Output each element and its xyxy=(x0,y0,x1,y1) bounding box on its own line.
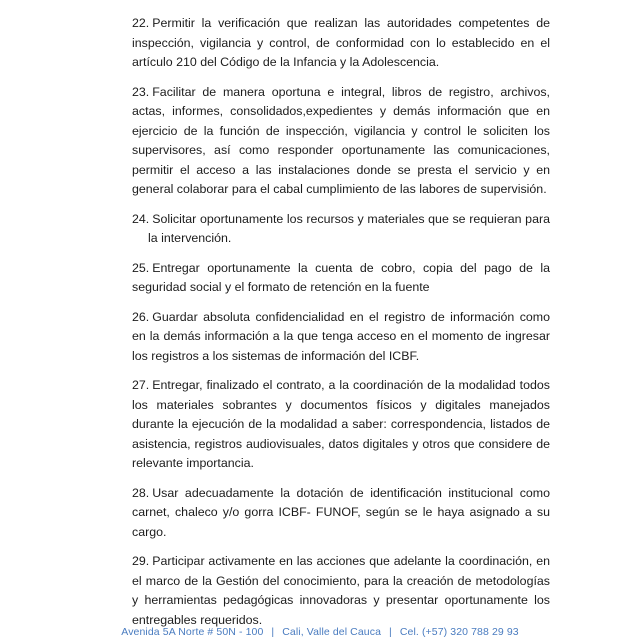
item-number: 25. xyxy=(132,260,150,275)
list-item-26 xyxy=(132,308,550,367)
item-number: 24. xyxy=(132,211,150,226)
item-number: 28. xyxy=(132,485,150,500)
item-number: 22. xyxy=(132,16,150,30)
page-footer xyxy=(0,626,640,638)
list-item-28 xyxy=(132,484,550,543)
footer-separator: | xyxy=(271,626,275,638)
item-text: Solicitar oportunamente los recursos y materiales que se requieran para la intervención. xyxy=(148,211,550,245)
item-text: Facilitar de manera oportuna e integral, libros de registro, archivos, actas, informes, consolidados,expedientes y demás información que en ejercicio de la función de inspección, vigilancia y control le soliciten los supervisores, así como responder oportunamente las comunicaciones, permitir el acceso a las instalaciones donde se presta el servicio y en general colaborar para el cabal cumplimiento de las labores de supervisión. xyxy=(132,84,550,196)
item-text: Permitir la verificación que realizan las autoridades competentes de inspección, vigilancia y control, de conformidad con lo establecido en el artículo 210 del Código de la Infancia y la Adolescencia. xyxy=(132,16,550,69)
list-item-22 xyxy=(132,14,550,73)
item-text: Usar adecuadamente la dotación de identificación institucional como carnet, chaleco y/o gorra ICBF- FUNOF, según se le haya asignado a su cargo. xyxy=(132,485,550,539)
list-item-29 xyxy=(132,552,550,630)
item-number: 23. xyxy=(132,84,150,99)
item-text: Entregar, finalizado el contrato, a la coordinación de la modalidad todos los materiales sobrantes y documentos físicos y digitales manejados durante la ejecución de la modalidad a saber: correspondencia, listados de asistencia, registros audiovisuales, datos digitales y otros que considere de relevante importancia. xyxy=(132,378,550,470)
item-number: 26. xyxy=(132,309,150,324)
item-number: 29. xyxy=(132,554,150,568)
footer-separator: | xyxy=(389,626,392,638)
footer-phone: Cel. (+57) 320 788 29 93 xyxy=(399,626,519,638)
item-text: Guardar absoluta confidencialidad en el registro de información como en la demás información a la que tenga acceso en el momento de ingresar los registros a los sistemas de información del ICBF. xyxy=(132,309,550,363)
obligations-list xyxy=(132,14,550,640)
item-number: 27. xyxy=(132,378,150,392)
item-text: Entregar oportunamente la cuenta de cobro, copia del pago de la seguridad social y el formato de retención en la fuente xyxy=(132,260,550,294)
list-item-27 xyxy=(132,376,550,474)
list-item-23 xyxy=(132,83,550,200)
footer-city: Cali, Valle del Cauca xyxy=(282,626,382,638)
list-item-24 xyxy=(132,210,550,249)
list-item-25 xyxy=(132,259,550,298)
footer-address: Avenida 5A Norte # 50N - 100 xyxy=(121,626,264,638)
item-text: Participar activamente en las acciones que adelante la coordinación, en el marco de la Gestión del conocimiento, para la creación de metodologías y herramientas pedagógicas innovadoras y presentar oportunamente los entregables requeridos. xyxy=(132,554,550,627)
